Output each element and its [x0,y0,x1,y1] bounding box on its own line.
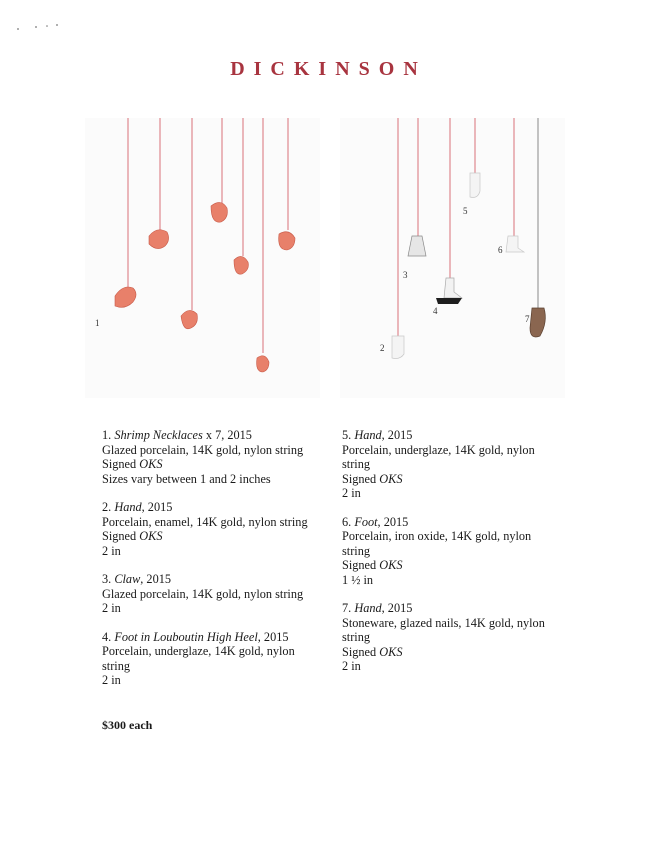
gallery-brand: DICKINSON [230,58,427,80]
photo-label-3: 3 [403,270,408,280]
dimensions: 2 in [342,659,361,673]
dimensions: Sizes vary between 1 and 2 inches [102,471,271,486]
signature: Signed OKS [342,558,403,572]
dimensions: 2 in [102,543,121,558]
shrimp-necklaces-photo [85,118,320,398]
catalog-column-left [102,428,322,702]
materials: Porcelain, enamel, 14K gold, nylon string [102,514,308,529]
catalog-entry-1: 1. Shrimp Necklaces x 7, 2015 Glazed porcelain, 14K gold, nylon string Signed OKS Sizes vary between 1 and 2 inches [102,428,322,486]
signature: Signed OKS [102,529,163,543]
materials: Glazed porcelain, 14K gold, nylon string [102,586,304,601]
catalog-entry-5: 5. Hand, 2015 Porcelain, underglaze, 14K gold, nylon string Signed OKS 2 in [342,428,547,501]
dimensions: 2 in [342,486,361,500]
photo-label-7: 7 [525,314,530,324]
catalog-entry-2: 2. Hand, 2015 Porcelain, enamel, 14K gold, nylon string Signed OKS 2 in [102,500,322,558]
dimensions: 2 in [102,601,121,615]
materials: Porcelain, underglaze, 14K gold, nylon [102,644,295,658]
artwork-title: Foot [354,514,378,529]
artwork-title: Hand [354,601,382,615]
scan-specks [14,22,74,32]
materials-cont: string [342,543,371,558]
materials: Glazed porcelain, 14K gold, nylon string [102,442,304,457]
signature: Signed OKS [342,644,403,659]
catalog-entry-4: 4. Foot in Louboutin High Heel, 2015 Porcelain, underglaze, 14K gold, nylon string 2 in [102,630,322,688]
artwork-title: Hand [354,428,382,442]
photo-label-5: 5 [463,206,468,216]
dimensions: 1 ½ in [342,572,374,587]
artwork-title: Foot in Louboutin High Heel [114,629,258,644]
catalog-entry-7: 7. Hand, 2015 Stoneware, glazed nails, 14K gold, nylon string Signed OKS 2 in [342,601,547,674]
porcelain-pieces-photo [340,118,565,398]
price-note: $300 each [102,718,153,732]
photo-label-4: 4 [433,306,438,316]
catalog-entry-6: 6. Foot, 2015 Porcelain, iron oxide, 14K gold, nylon string Signed OKS 1 ½ in [342,515,547,588]
catalog-entry-3: 3. Claw, 2015 Glazed porcelain, 14K gold, nylon string 2 in [102,572,322,616]
dimensions: 2 in [102,673,121,687]
photo-label-1: 1 [95,318,100,328]
materials-cont: string [102,658,131,673]
artwork-title: Claw [114,572,141,586]
artwork-title: Shrimp Necklaces [114,428,203,442]
materials-cont: string [342,457,371,471]
materials-cont: string [342,630,371,644]
signature: Signed OKS [102,457,163,471]
catalog-column-right [342,428,547,688]
photo-label-6: 6 [498,245,503,255]
materials: Porcelain, iron oxide, 14K gold, nylon [342,529,532,543]
materials: Porcelain, underglaze, 14K gold, nylon [342,442,535,457]
signature: Signed OKS [342,471,403,486]
materials: Stoneware, glazed nails, 14K gold, nylon [342,615,545,630]
photo-label-2: 2 [380,343,385,353]
artwork-title: Hand [114,500,142,514]
